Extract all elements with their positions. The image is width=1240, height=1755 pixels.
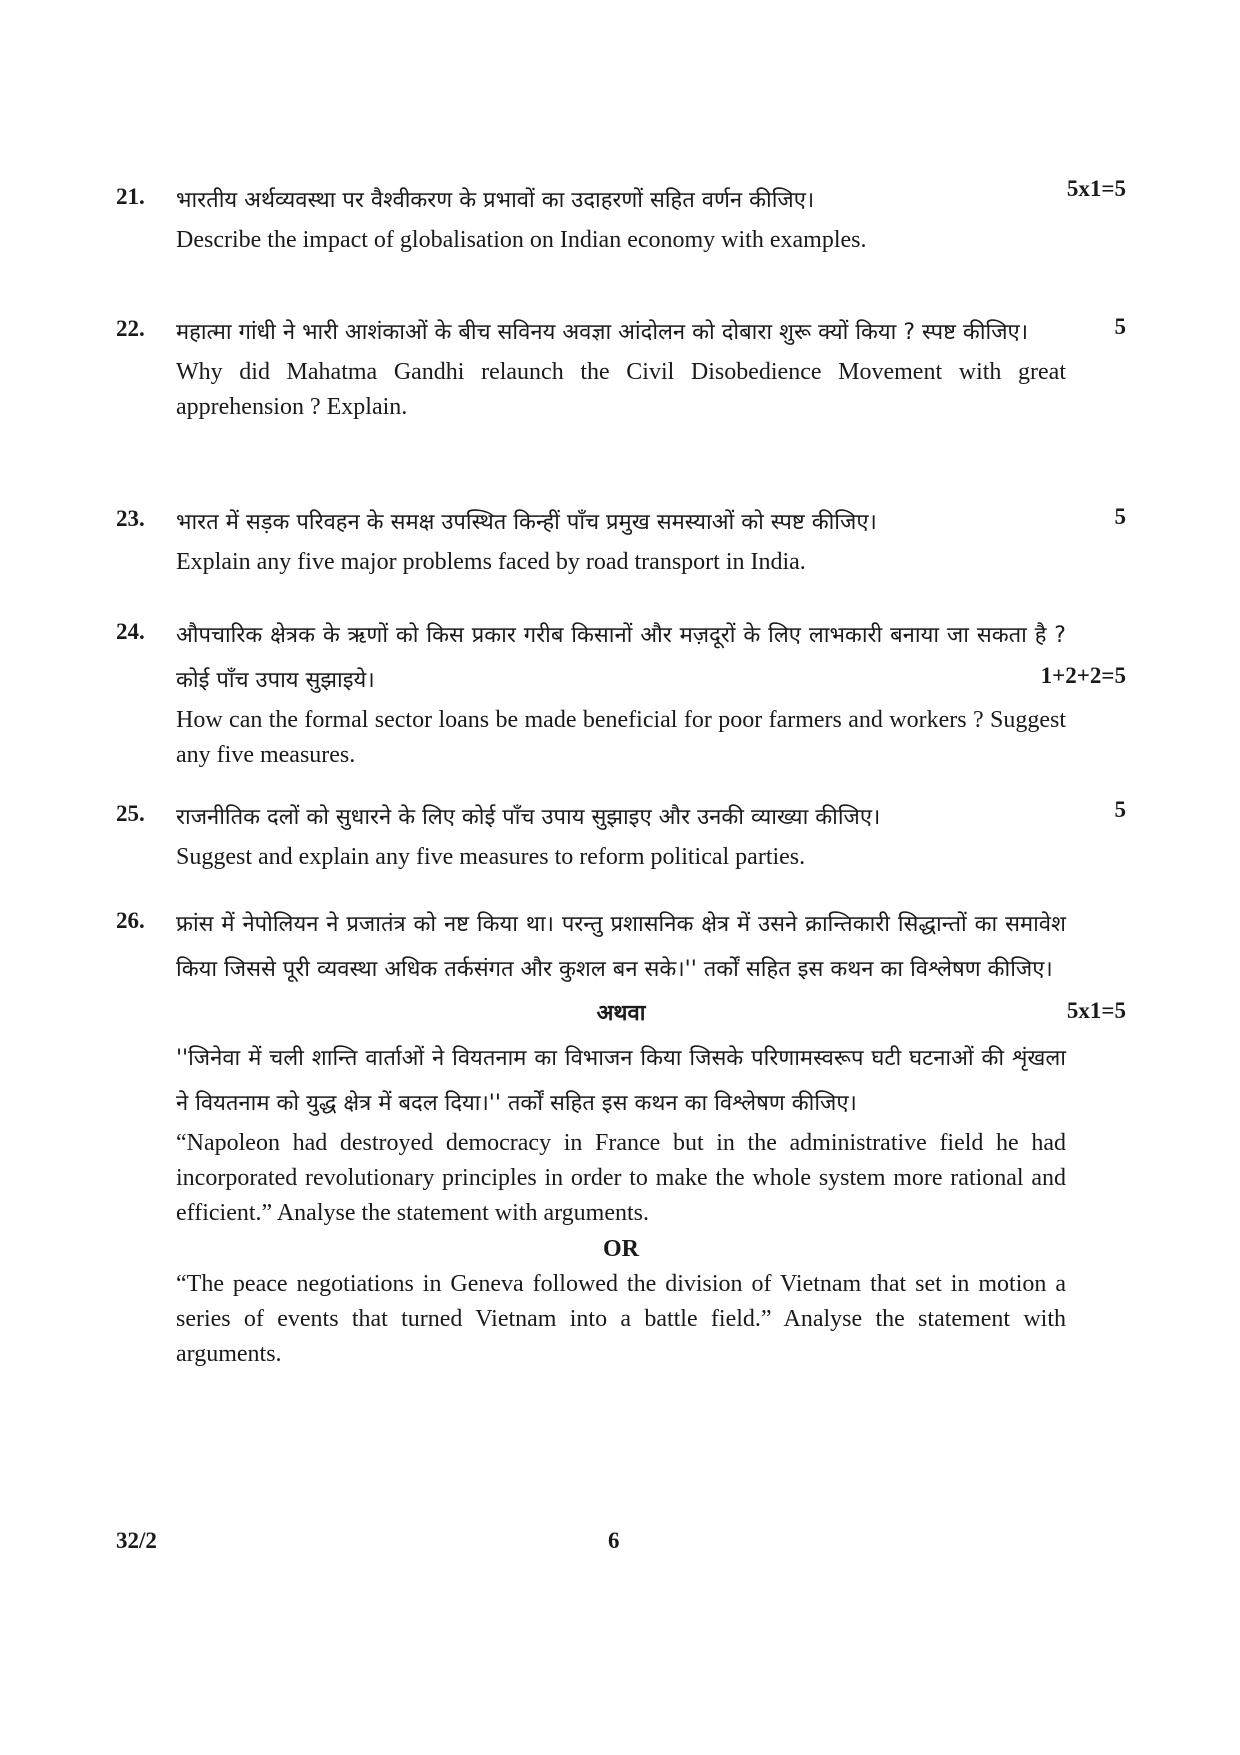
question-text-hindi: राजनीतिक दलों को सुधारने के लिए कोई पाँच उपाय सुझाइए और उनकी व्याख्या कीजिए।	[176, 805, 881, 830]
question-text-english: Describe the impact of globalisation on Indian economy with examples.	[176, 227, 867, 253]
question-body	[176, 178, 1066, 258]
question-number: 25.	[116, 801, 145, 826]
question-number: 26.	[116, 908, 145, 933]
question-text-hindi: भारतीय अर्थव्यवस्था पर वैश्वीकरण के प्रभावों का उदाहरणों सहित वर्णन कीजिए।	[176, 188, 815, 213]
question-text-hindi: भारत में सड़क परिवहन के समक्ष उपस्थित किन्हीं पाँच प्रमुख समस्याओं को स्पष्ट कीजिए।	[176, 510, 877, 535]
question-text-hindi: महात्मा गांधी ने भारी आशंकाओं के बीच सविनय अवज्ञा आंदोलन को दोबारा शुरू क्यों किया ? स्पष्ट कीजिए।	[176, 320, 1029, 345]
paper-code: 32/2	[116, 1528, 157, 1553]
or-heading-hindi: अथवा	[596, 1001, 646, 1026]
question-text-hindi: औपचारिक क्षेत्रक के ऋणों को किस प्रकार गरीब किसानों और मज़दूरों के लिए लाभकारी बनाया जा सकता है ? कोई पाँच उपाय सुझाइये।	[176, 623, 1066, 693]
question-text-english: Explain any five major problems faced by road transport in India.	[176, 549, 806, 575]
page-number: 6	[608, 1528, 620, 1553]
question-text-english: How can the formal sector loans be made beneficial for poor farmers and workers ? Suggest any five measures.	[176, 707, 1066, 768]
question-text-hindi: फ्रांस में नेपोलियन ने प्रजातंत्र को नष्ट किया था। परन्तु प्रशासनिक क्षेत्र में उसने क्रान्तिकारी सिद्धान्तों का समावेश किया जिससे पूरी व्यवस्था अधिक तर्कसंगत और कुशल बन सके।'' तर्कों सहित इस कथन का विश्लेषण कीजिए।	[176, 912, 1066, 982]
question-number: 23.	[116, 506, 145, 531]
question-marks: 5	[1114, 314, 1126, 339]
question-text-english: “Napoleon had destroyed democracy in France but in the administrative field he had incorporated revolutionary principles in order to make the whole system more rational and efficient.” Analyse the statement with arguments.	[176, 1130, 1066, 1226]
question-number: 24.	[116, 619, 145, 644]
question-marks: 5x1=5	[1066, 998, 1126, 1023]
question-alt-text-hindi: ''जिनेवा में चली शान्ति वार्ताओं ने वियतनाम का विभाजन किया जिसके परिणामस्वरूप घटी घटनाओं की शृंखला ने वियतनाम को युद्ध क्षेत्र में बदल दिया।'' तर्कों सहित इस कथन का विश्लेषण कीजिए।	[176, 1046, 1066, 1116]
question-number: 22.	[116, 316, 145, 341]
question-body	[176, 613, 1066, 773]
question-text-english: Suggest and explain any five measures to reform political parties.	[176, 844, 806, 870]
question-number: 21.	[116, 184, 145, 209]
question-marks: 1+2+2=5	[1040, 663, 1126, 688]
question-alt-text-english: “The peace negotiations in Geneva followed the division of Vietnam that set in motion a series of events that turned Vietnam into a battle field.” Analyse the statement with arguments.	[176, 1271, 1066, 1367]
question-marks: 5	[1114, 797, 1126, 822]
question-marks: 5	[1114, 504, 1126, 529]
question-body	[176, 795, 1066, 875]
question-body	[176, 310, 1066, 425]
or-heading-english: OR	[603, 1236, 639, 1262]
question-body	[176, 500, 1066, 580]
question-marks: 5x1=5	[1066, 176, 1126, 201]
question-body	[176, 902, 1066, 1372]
question-text-english: Why did Mahatma Gandhi relaunch the Civil Disobedience Movement with great apprehension ? Explain.	[176, 359, 1066, 420]
